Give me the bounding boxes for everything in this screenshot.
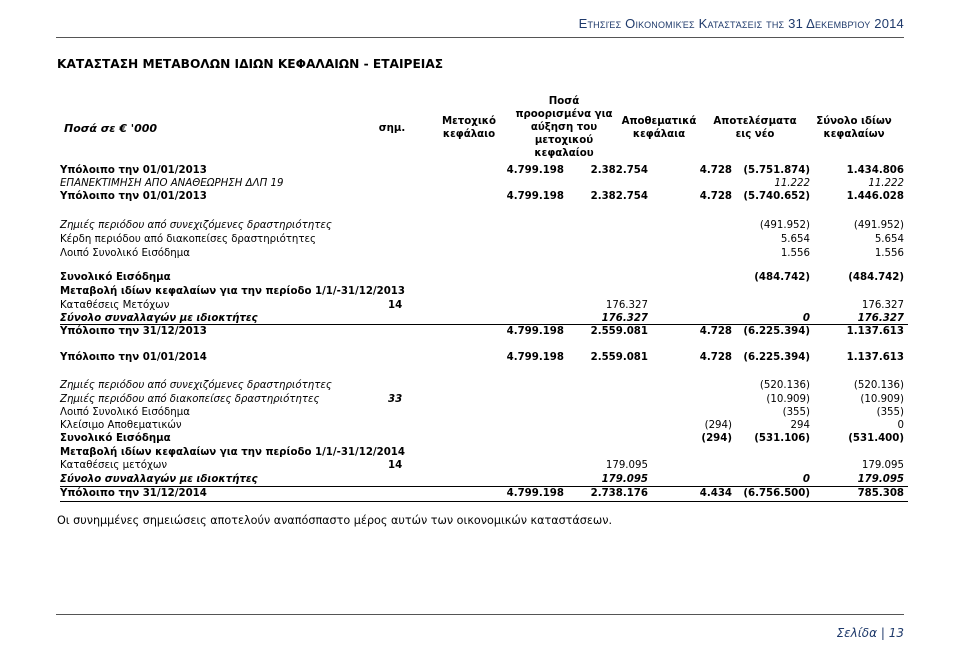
total-rule: [60, 501, 908, 502]
note-column-header: σημ.: [378, 123, 406, 134]
table-row: Μεταβολή ιδίων κεφαλαίων για την περίοδο 1/1/-31/12/2013: [60, 286, 405, 297]
table-row: Υπόλοιπο την 31/12/2014 4.799.198 2.738.176 4.434 (6.756.500) 785.308: [60, 488, 904, 499]
report-header-title: Ετησιές Οικονομικές Καταστάσεις της 31 Δεκεμβρίου 2014: [578, 16, 904, 31]
retained-earnings-header: Αποτελέσματα εις νέο: [713, 116, 797, 140]
table-row: Σύνολο συναλλαγών με ιδιοκτήτες 176.327 0 176.327: [60, 313, 904, 324]
table-row: Λοιπό Συνολικό Εισόδημα (355) (355): [60, 407, 904, 418]
share-capital-header: Μετοχικό κεφάλαιο: [441, 116, 497, 140]
table-row: Υπόλοιπο την 01/01/2013 4.799.198 2.382.754 4.728 (5.751.874) 1.434.806: [60, 165, 904, 176]
table-row: Συνολικό Εισόδημα (294) (531.106) (531.400): [60, 433, 904, 444]
table-row: Μεταβολή ιδίων κεφαλαίων για την περίοδο 1/1/-31/12/2014: [60, 447, 405, 458]
table-row: Υπόλοιπο την 01/01/2014 4.799.198 2.559.081 4.728 (6.225.394) 1.137.613: [60, 352, 904, 363]
table-row: Υπόλοιπο την 31/12/2013 4.799.198 2.559.081 4.728 (6.225.394) 1.137.613: [60, 326, 904, 337]
table-row: Κέρδη περιόδου από διακοπείσες δραστηριότητες 5.654 5.654: [60, 234, 904, 245]
footer-divider: [56, 614, 904, 615]
table-row: Υπόλοιπο την 01/01/2013 4.799.198 2.382.754 4.728 (5.740.652) 1.446.028: [60, 191, 904, 202]
header-divider: [56, 37, 904, 38]
table-row: Ζημιές περιόδου από διακοπείσες δραστηριότητες 33 (10.909) (10.909): [60, 394, 904, 405]
reserves-header: Αποθεματικά κεφάλαια: [621, 116, 697, 140]
table-row: Λοιπό Συνολικό Εισόδημα 1.556 1.556: [60, 248, 904, 259]
statement-title: ΚΑΤΑΣΤΑΣΗ ΜΕΤΑΒΟΛΩΝ ΙΔΙΩΝ ΚΕΦΑΛΑΙΩΝ - ΕΤΑΙΡΕΙΑΣ: [57, 57, 444, 71]
table-row: Ζημιές περιόδου από συνεχιζόμενες δραστηριότητες (491.952) (491.952): [60, 220, 904, 231]
table-row: Καταθέσεις μετόχων 14 179.095 179.095: [60, 460, 904, 471]
table-row: Ζημιές περιόδου από συνεχιζόμενες δραστηριότητες (520.136) (520.136): [60, 380, 904, 391]
page-number: Σελίδα | 13: [836, 626, 904, 640]
table-row: Συνολικό Εισόδημα (484.742) (484.742): [60, 272, 904, 283]
total-equity-header: Σύνολο ιδίων κεφαλαίων: [816, 116, 892, 140]
capital-increase-header: Ποσά προορισμένα για αύξηση του μετοχικού κεφαλαίου: [515, 96, 613, 159]
table-row: Κλείσιμο Αποθεματικών (294) 294 0: [60, 420, 904, 431]
notes-disclaimer: Οι συνημμένες σημειώσεις αποτελούν αναπόσπαστο μέρος αυτών των οικονομικών καταστάσεων.: [57, 514, 613, 527]
table-row: ΕΠΑΝΕΚΤΙΜΗΣΗ ΑΠΟ ΑΝΑΘΕΩΡΗΣΗ ΔΛΠ 19 11.222 11.222: [60, 178, 904, 189]
table-row: Σύνολο συναλλαγών με ιδιοκτήτες 179.095 0 179.095: [60, 474, 904, 485]
amounts-unit-header: Ποσά σε € '000: [64, 122, 158, 135]
table-row: Καταθέσεις Μετόχων 14 176.327 176.327: [60, 300, 904, 311]
